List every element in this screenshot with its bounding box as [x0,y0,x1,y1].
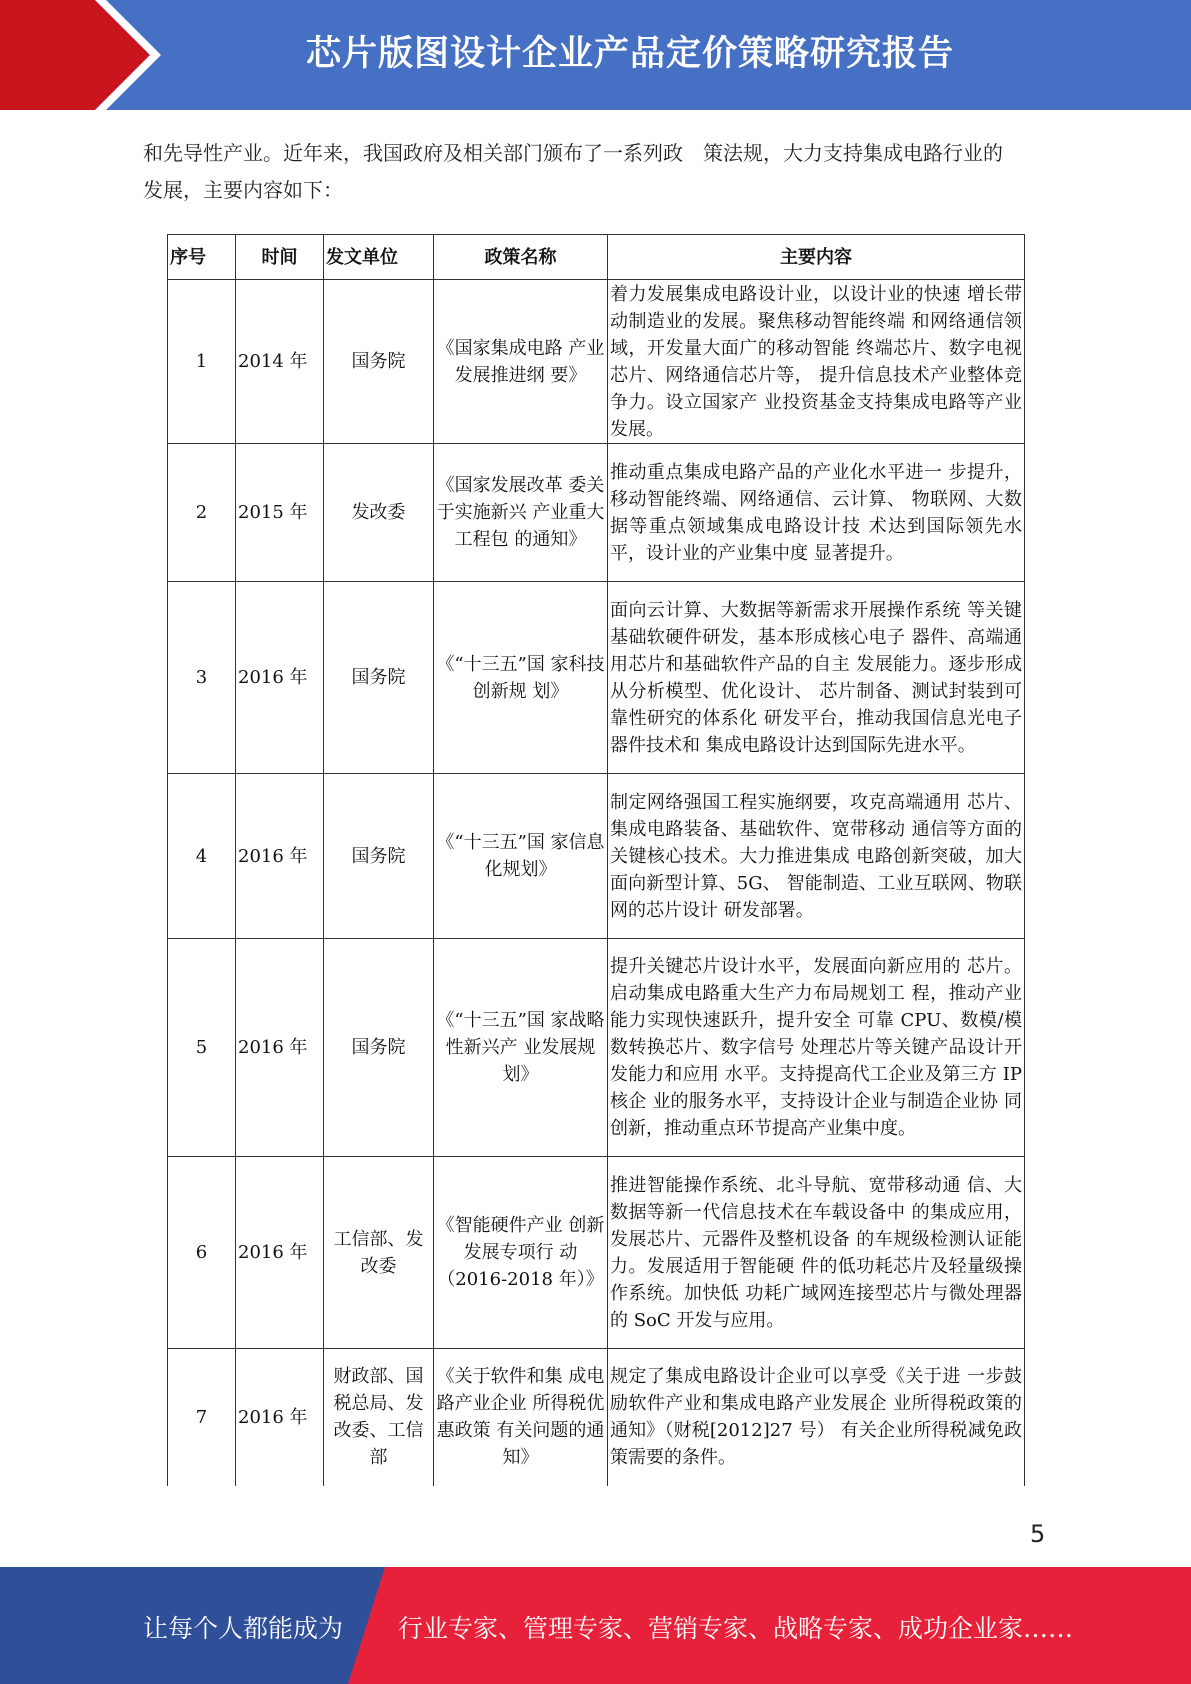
table-row [168,1157,1025,1349]
header-org: 发文单位 [324,235,434,280]
row-num: 4 [168,774,236,939]
header-content: 主要内容 [608,235,1025,280]
row-content: 推动重点集成电路产品的产业化水平进一 步提升，移动智能终端、网络通信、云计算、 物联网、大数据等重点领域集成电路设计技 术达到国际领先水平，设计业的产业集中度 显著提升。 [608,444,1025,582]
row-policy-name: 《国家集成电路 产业发展推进纲 要》 [434,280,608,444]
header-name: 政策名称 [434,235,608,280]
table-row [168,774,1025,939]
table-row [168,939,1025,1157]
row-org: 国务院 [324,939,434,1157]
row-content: 面向云计算、大数据等新需求开展操作系统 等关键基础软硬件研发，基本形成核心电子 器件、高端通用芯片和基础软件产品的自主 发展能力。逐步形成从分析模型、优化设计、 芯片制备、测试封装到可靠性研究的体系化 研发平台，推动我国信息光电子器件技术和 集成电路设计达到国际先进水平。 [608,582,1025,774]
row-num: 6 [168,1157,236,1349]
footer-slogan-right: 行业专家、管理专家、营销专家、战略专家、成功企业家…… [398,1614,1074,1643]
policy-table [167,234,1025,1486]
report-title: 芯片版图设计企业产品定价策略研究报告 [305,34,954,74]
page-number: 5 [1030,1520,1046,1548]
row-policy-name: 《关于软件和集 成电路产业企业 所得税优惠政策 有关问题的通 知》 [434,1349,608,1486]
header-time: 时间 [236,235,324,280]
row-policy-name: 《国家发展改革 委关于实施新兴 产业重大工程包 的通知》 [434,444,608,582]
row-num: 1 [168,280,236,444]
table-header-row [168,235,1025,280]
table-row [168,1349,1025,1486]
row-policy-name: 《“十三五”国 家战略性新兴产 业发展规划》 [434,939,608,1157]
row-org: 国务院 [324,582,434,774]
row-time: 2016 年 [236,582,324,774]
row-org: 国务院 [324,280,434,444]
table-row [168,444,1025,582]
row-time: 2016 年 [236,774,324,939]
row-num: 7 [168,1349,236,1486]
row-num: 5 [168,939,236,1157]
row-content: 提升关键芯片设计水平，发展面向新应用的 芯片。启动集成电路重大生产力布局规划工 程，推动产业能力实现快速跃升，提升安全 可靠 CPU、数模/模数转换芯片、数字信号 处理芯片等关键产品设计开发能力和应用 水平。支持提高代工企业及第三方 IP 核企 业的服务水平，支持设计企业与制造企业协 同创新，推动重点环节提高产业集中度。 [608,939,1025,1157]
row-org: 财政部、国税总局、发改委、工信部 [324,1349,434,1486]
row-org: 国务院 [324,774,434,939]
row-time: 2016 年 [236,1349,324,1486]
footer-banner [0,1567,1191,1684]
row-policy-name: 《智能硬件产业 创新发展专项行 动（2016-2018 年）》 [434,1157,608,1349]
row-content: 制定网络强国工程实施纲要，攻克高端通用 芯片、集成电路装备、基础软件、宽带移动 通信等方面的关键核心技术。大力推进集成 电路创新突破，加大面向新型计算、5G、 智能制造、工业互联网、物联网的芯片设计 研发部署。 [608,774,1025,939]
row-policy-name: 《“十三五”国 家信息化规划》 [434,774,608,939]
row-num: 3 [168,582,236,774]
intro-paragraph [143,135,1053,209]
table-row [168,280,1025,444]
footer-slogan-left: 让每个人都能成为 [143,1614,344,1643]
table-row [168,582,1025,774]
header-banner [0,0,1191,110]
row-time: 2015 年 [236,444,324,582]
row-time: 2014 年 [236,280,324,444]
row-content: 规定了集成电路设计企业可以享受《关于进 一步鼓励软件产业和集成电路产业发展企 业所得税政策的通知》（财税[2012]27 号） 有关企业所得税减免政策需要的条件。 [608,1349,1025,1486]
row-org: 工信部、发改委 [324,1157,434,1349]
intro-line-2: 发展，主要内容如下： [143,178,343,202]
row-time: 2016 年 [236,1157,324,1349]
row-policy-name: 《“十三五”国 家科技创新规 划》 [434,582,608,774]
row-org: 发改委 [324,444,434,582]
header-num: 序号 [168,235,236,280]
row-content: 推进智能操作系统、北斗导航、宽带移动通 信、大数据等新一代信息技术在车载设备中 的集成应用，发展芯片、元器件及整机设备 的车规级检测认证能力。发展适用于智能硬 件的低功耗芯片及轻量级操作系统。加快低 功耗广域网连接型芯片与微处理器的 SoC 开发与应用。 [608,1157,1025,1349]
row-num: 2 [168,444,236,582]
row-time: 2016 年 [236,939,324,1157]
row-content: 着力发展集成电路设计业，以设计业的快速 增长带动制造业的发展。聚焦移动智能终端 和网络通信领域，开发量大面广的移动智能 终端芯片、数字电视芯片、网络通信芯片等， 提升信息技术产业整体竞争力。设立国家产 业投资基金支持集成电路等产业发展。 [608,280,1025,444]
intro-line-1: 和先导性产业。近年来，我国政府及相关部门颁布了一系列政 策法规，大力支持集成电路行业的 [143,141,1003,165]
